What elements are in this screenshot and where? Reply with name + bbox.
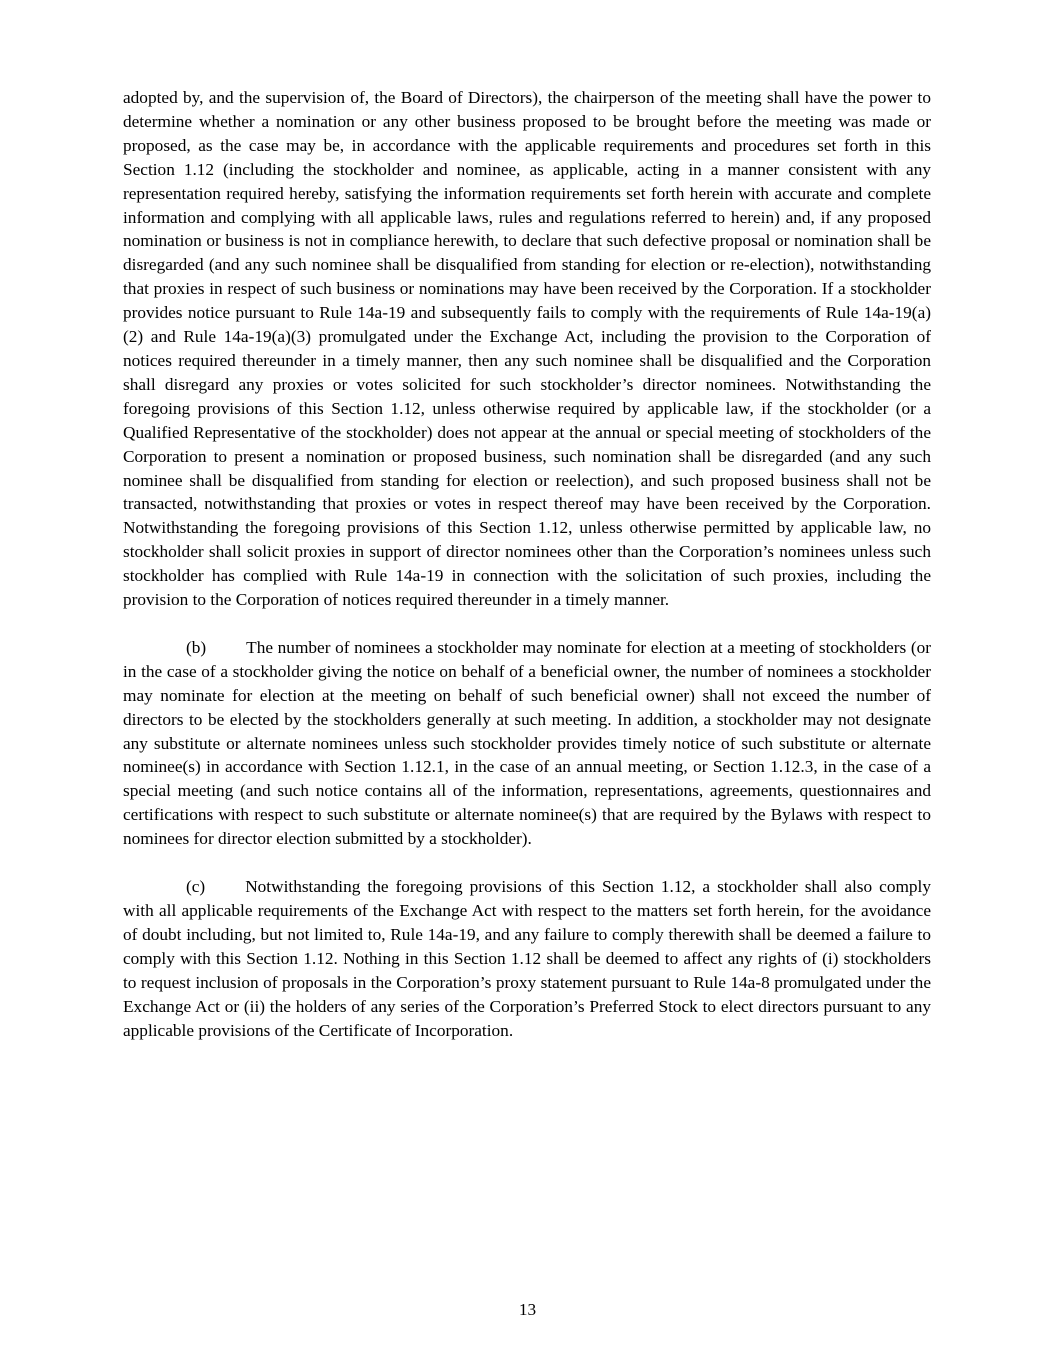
paragraph-b-label: (b) (186, 637, 207, 657)
paragraph-c-label: (c) (186, 877, 206, 897)
paragraph-c (123, 875, 931, 1042)
paragraph-b (123, 636, 931, 851)
page-number: 13 (518, 1300, 537, 1319)
document-body (123, 86, 931, 1066)
paragraph-continuation: adopted by, and the supervision of, the Board of Directors), the chairperson of the meeting shall have the power to determine whether a nomination or any other business proposed to be brought before the meeting was made or proposed, as the case may be, in accordance with the applicable requirements and procedures set forth in this Section 1.12 (including the stockholder and nominee, as applicable, acting in a manner consistent with any representation required hereby, satisfying the information requirements set forth herein with accurate and complete information and complying with all applicable laws, rules and regulations referred to herein) and, if any proposed nomination or business is not in compliance herewith, to declare that such defective proposal or nomination shall be disregarded (and any such nominee shall be disqualified from standing for election or re-election), notwithstanding that proxies in respect of such business or nominations may have been received by the Corporation. If a stockholder provides notice pursuant to Rule 14a-19 and subsequently fails to comply with the requirements of Rule 14a-19(a)(2) and Rule 14a-19(a)(3) promulgated under the Exchange Act, including the provision to the Corporation of notices required thereunder in a timely manner, then any such nominee shall be disqualified and the Corporation shall disregard any proxies or votes solicited for such stockholder’s director nominees. Notwithstanding the foregoing provisions of this Section 1.12, unless otherwise required by applicable law, if the stockholder (or a Qualified Representative of the stockholder) does not appear at the annual or special meeting of stockholders of the Corporation to present a nomination or proposed business, such nomination shall be disregarded (and any such nominee shall be disqualified from standing for election or reelection), and such proposed business shall not be transacted, notwithstanding that proxies or votes in respect thereof may have been received by the Corporation. Notwithstanding the foregoing provisions of this Section 1.12, unless otherwise permitted by applicable law, no stockholder shall solicit proxies in support of director nominees other than the Corporation’s nominees unless such stockholder has complied with Rule 14a-19 in connection with the solicitation of such proxies, including the provision to the Corporation of notices required thereunder in a timely manner. (123, 88, 931, 610)
paragraph-b-text: The number of nominees a stockholder may nominate for election at a meeting of stockholders (or in the case of a stockholder giving the notice on behalf of a beneficial owner, the number of nominees a stockholder may nominate for election at the meeting on behalf of such beneficial owner) shall not exceed the number of directors to be elected by the stockholders generally at such meeting. In addition, a stockholder may not designate any substitute or alternate nominees unless such stockholder provides timely notice of such substitute or alternate nominee(s) in accordance with Section 1.12.1, in the case of an annual meeting, or Section 1.12.3, in the case of a special meeting (and such notice contains all of the information, representations, agreements, questionnaires and certifications with respect to such substitute or alternate nominee(s) that are required by the Bylaws with respect to nominees for director election submitted by a stockholder). (123, 637, 931, 849)
paragraph-c-text: Notwithstanding the foregoing provisions of this Section 1.12, a stockholder shall also comply with all applicable requirements of the Exchange Act with respect to the matters set forth herein, for the avoidance of doubt including, but not limited to, Rule 14a-19, and any failure to comply therewith shall be deemed a failure to comply with this Section 1.12. Nothing in this Section 1.12 shall be deemed to affect any rights of (i) stockholders to request inclusion of proposals in the Corporation’s proxy statement pursuant to Rule 14a-8 promulgated under the Exchange Act or (ii) the holders of any series of the Corporation’s Preferred Stock to elect directors pursuant to any applicable provisions of the Certificate of Incorporation. (123, 877, 931, 1040)
